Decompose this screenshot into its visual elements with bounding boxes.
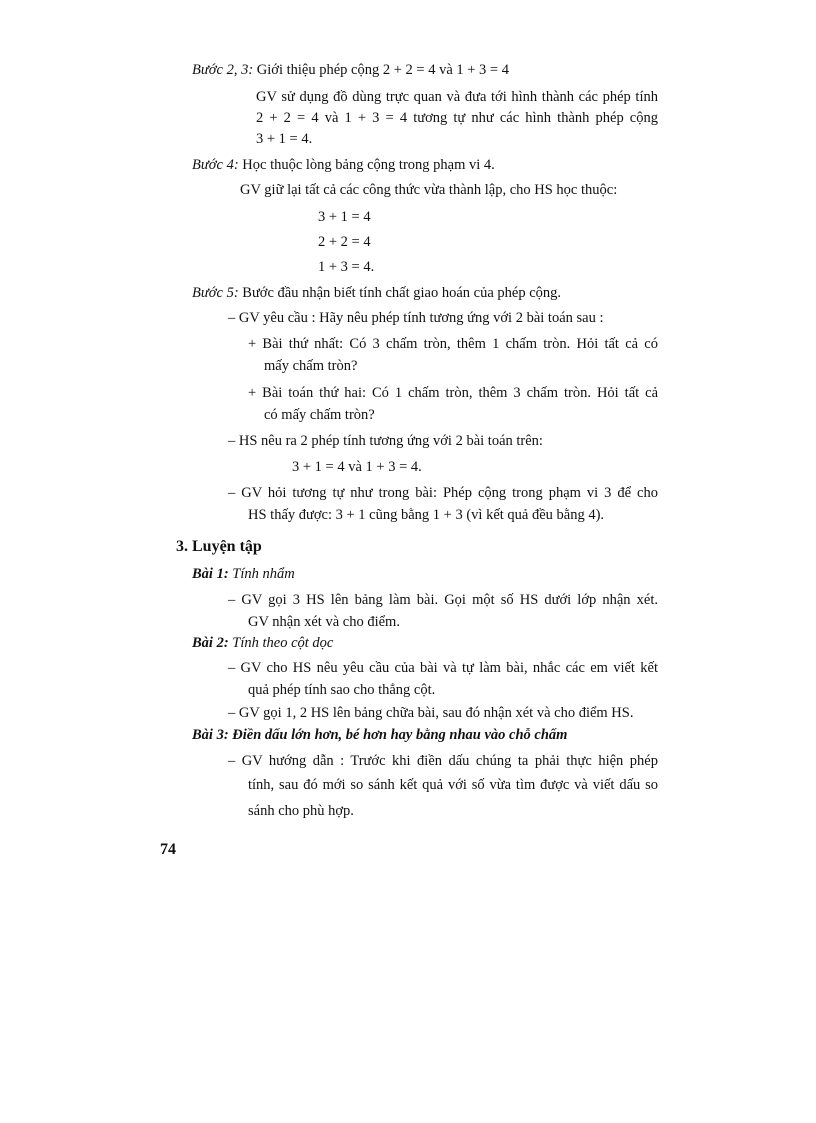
step-4-intro: GV giữ lại tất cả các công thức vừa thành lập, cho HS học thuộc: (240, 182, 618, 198)
step-5-sub-2-line-2: có mấy chấm tròn? (264, 407, 375, 423)
step-5-item-3-line-2: HS thấy được: 3 + 1 cũng bằng 1 + 3 (vì kết quả đều bằng 4). (248, 507, 605, 523)
exercise-3-line-1: – GV hướng dẫn : Trước khi điền dấu chúng ta phải thực hiện phép (228, 753, 658, 769)
exercise-2-title: Tính theo cột dọc (232, 635, 334, 651)
exercise-3-line-3: sánh cho phù hợp. (248, 803, 354, 819)
step-5-sub-1-line-2: mấy chấm tròn? (264, 358, 358, 374)
exercise-1-label: Bài 1: (192, 566, 229, 582)
step-5-item-2: – HS nêu ra 2 phép tính tương ứng với 2 bài toán trên: (228, 433, 543, 449)
exercise-1-line-2: GV nhận xét và cho điểm. (248, 614, 400, 630)
exercise-3-heading (192, 725, 567, 745)
step-2-3-heading (192, 60, 509, 80)
step-4-title: Học thuộc lòng bảng cộng trong phạm vi 4. (242, 157, 495, 173)
step-2-3-label: Bước 2, 3: (192, 62, 254, 78)
exercise-1-line-1: – GV gọi 3 HS lên bảng làm bài. Gọi một số HS dưới lớp nhận xét. (228, 592, 658, 608)
step-5-item-2-formula: 3 + 1 = 4 và 1 + 3 = 4. (292, 459, 422, 475)
step-5-sub-1-line-1: + Bài thứ nhất: Có 3 chấm tròn, thêm 1 chấm tròn. Hỏi tất cả có (248, 336, 658, 352)
page-number: 74 (160, 841, 176, 858)
step-2-3-line-3: 3 + 1 = 4. (256, 131, 313, 147)
step-2-3-line-1: GV sử dụng đồ dùng trực quan và đưa tới hình thành các phép tính (256, 89, 658, 105)
step-5-heading (192, 283, 561, 303)
step-5-item-3-line-1: – GV hỏi tương tự như trong bài: Phép cộng trong phạm vi 3 để cho (228, 485, 658, 501)
exercise-2-line-2: quả phép tính sao cho thẳng cột. (248, 682, 436, 698)
step-5-label: Bước 5: (192, 285, 239, 301)
exercise-2-line-3: – GV gọi 1, 2 HS lên bảng chữa bài, sau đó nhận xét và cho điểm HS. (228, 705, 634, 721)
step-2-3-line-2: 2 + 2 = 4 và 1 + 3 = 4 tương tự như các hình thành phép cộng (256, 110, 658, 126)
formula-2-plus-2: 2 + 2 = 4 (318, 234, 371, 250)
step-2-3-title: Giới thiệu phép cộng 2 + 2 = 4 và 1 + 3 = 4 (256, 62, 509, 78)
exercise-3-title: Điền dấu lớn hơn, bé hơn hay bằng nhau vào chỗ chấm (232, 727, 568, 743)
step-5-title: Bước đầu nhận biết tính chất giao hoán của phép cộng. (242, 285, 562, 301)
exercise-2-heading (192, 633, 333, 653)
step-5-item-1: – GV yêu cầu : Hãy nêu phép tính tương ứng với 2 bài toán sau : (228, 310, 604, 326)
section-3-heading: 3. Luyện tập (176, 538, 262, 555)
step-5-sub-2-line-1: + Bài toán thứ hai: Có 1 chấm tròn, thêm 3 chấm tròn. Hỏi tất cả (248, 385, 658, 401)
exercise-3-line-2: tính, sau đó mới so sánh kết quả với số vừa tìm được và viết dấu so (248, 777, 658, 793)
step-4-label: Bước 4: (192, 157, 239, 173)
formula-3-plus-1: 3 + 1 = 4 (318, 209, 371, 225)
exercise-1-title: Tính nhẩm (232, 566, 295, 582)
formula-1-plus-3: 1 + 3 = 4. (318, 259, 375, 275)
step-4-heading (192, 155, 495, 175)
exercise-1-heading (192, 564, 295, 584)
exercise-2-line-1: – GV cho HS nêu yêu cầu của bài và tự làm bài, nhắc các em viết kết (228, 660, 658, 676)
exercise-2-label: Bài 2: (192, 635, 229, 651)
exercise-3-label: Bài 3: (192, 727, 229, 743)
